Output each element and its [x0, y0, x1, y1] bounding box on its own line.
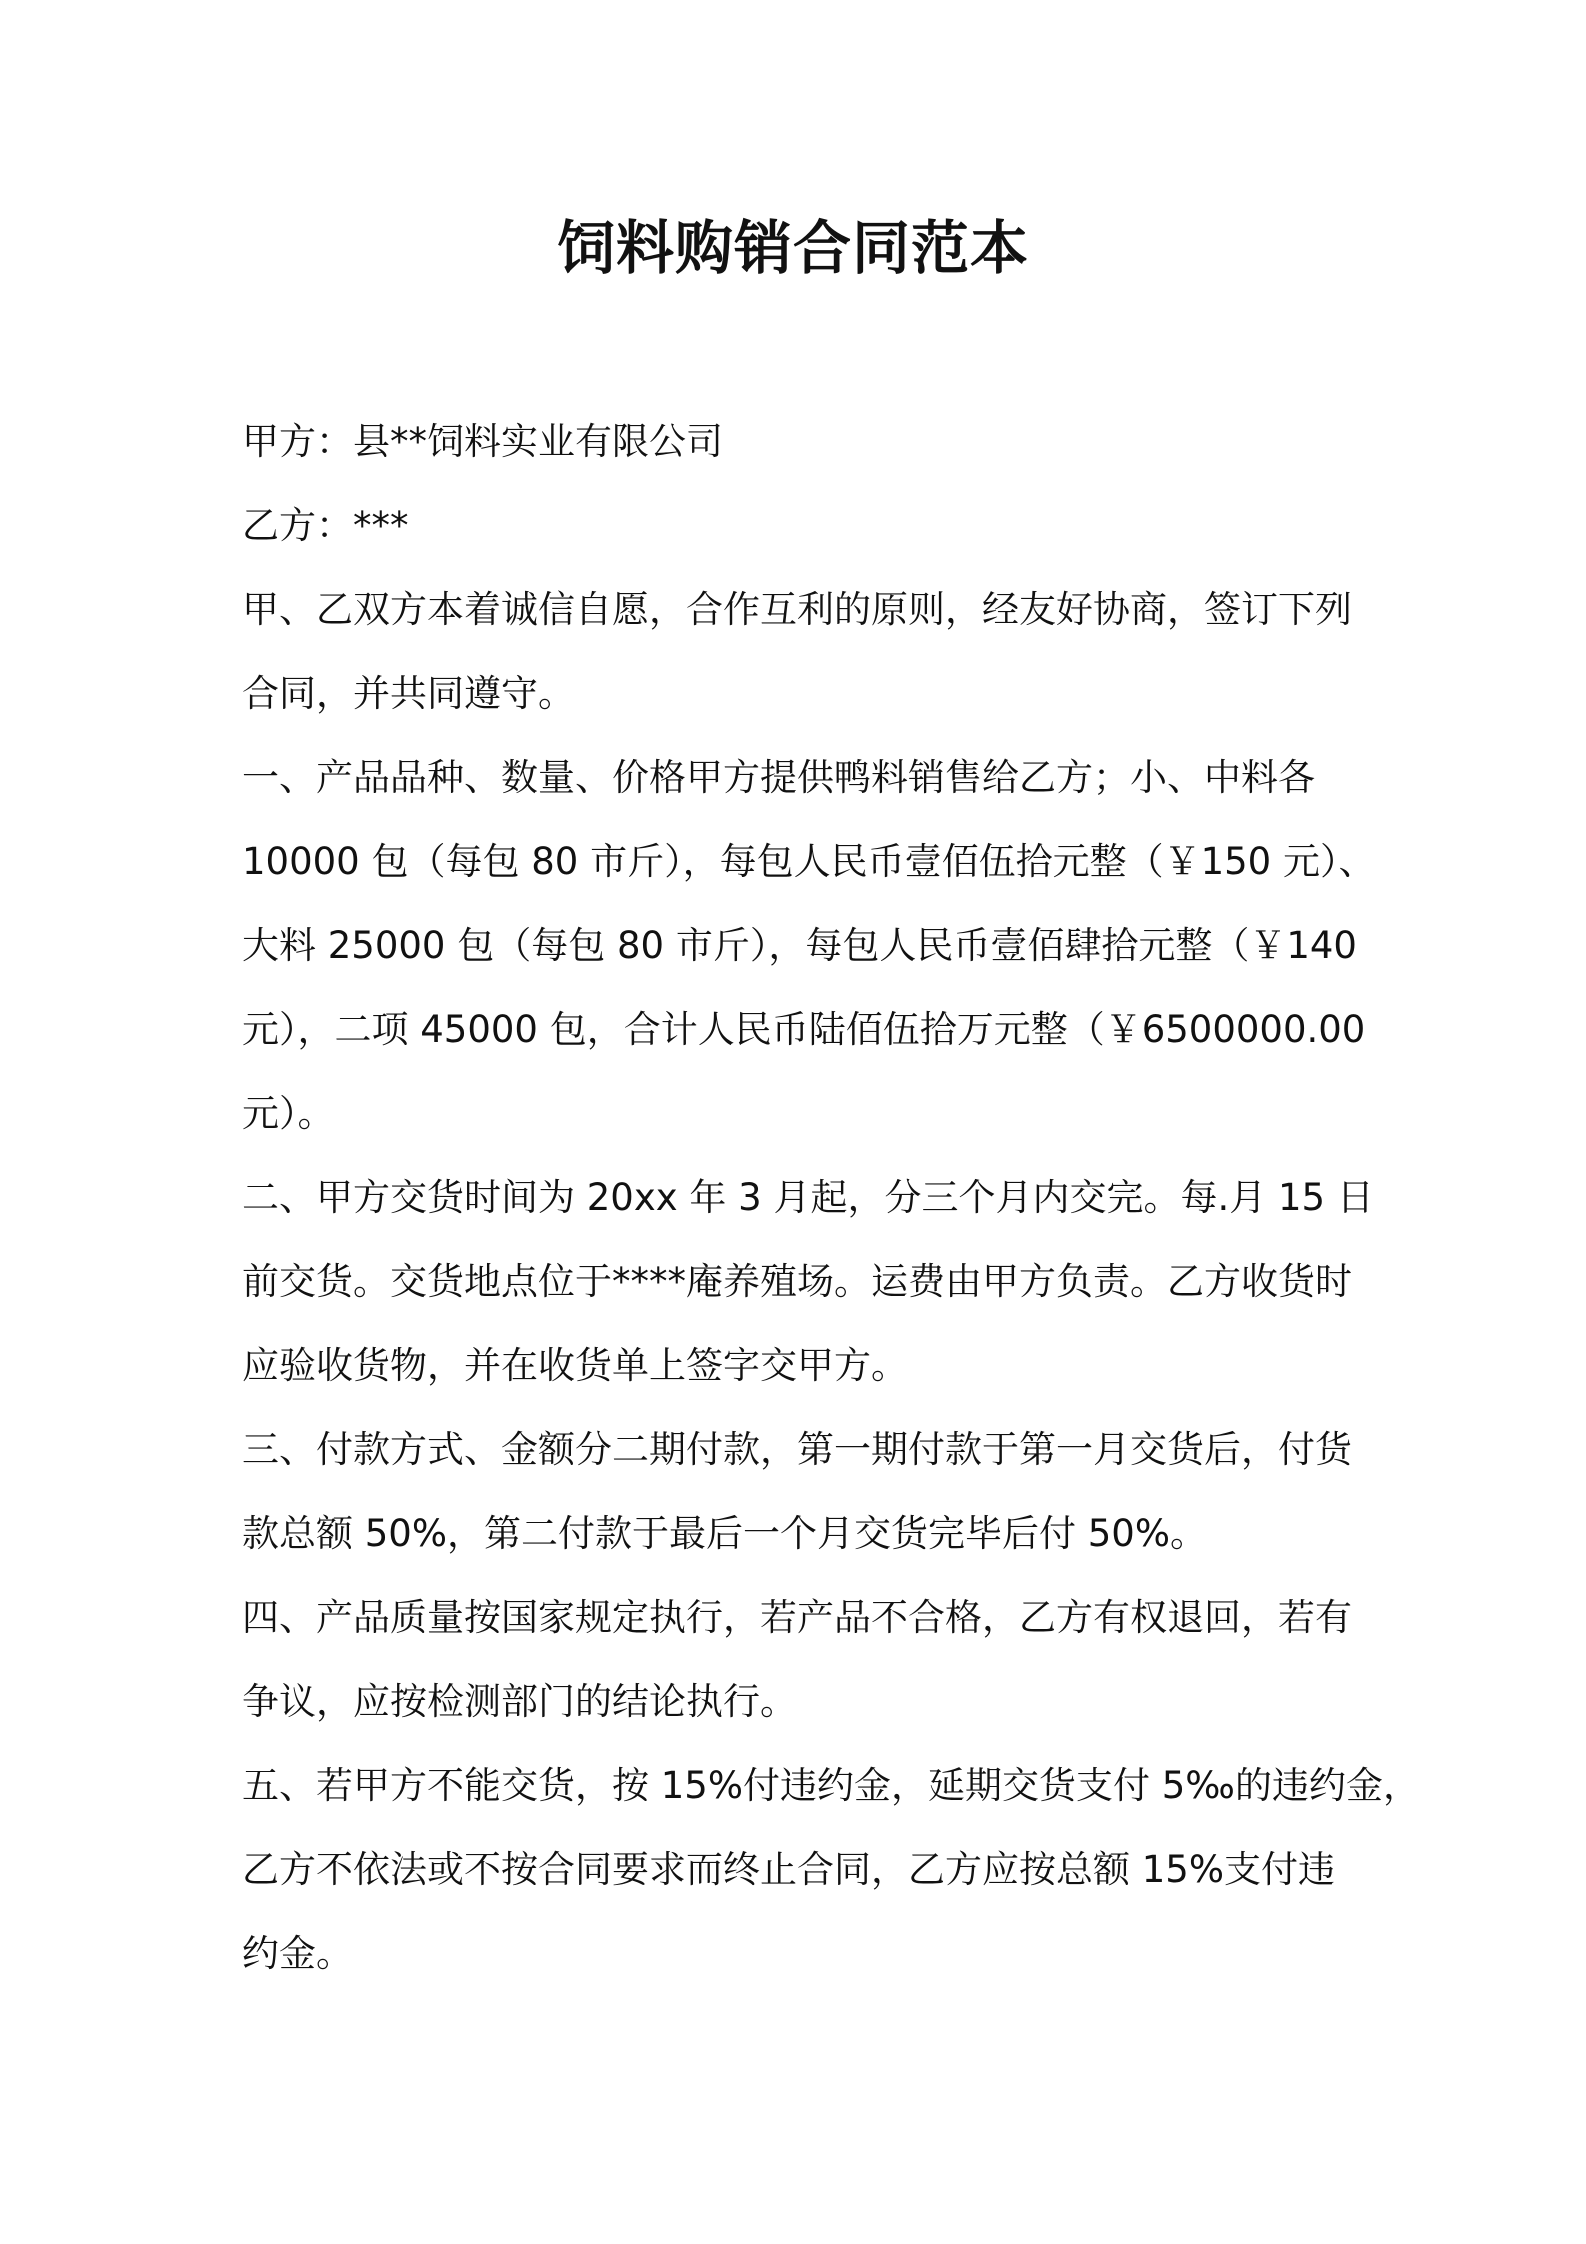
clause-4-line-1: 四、产品质量按国家规定执行，若产品不合格，乙方有权退回，若有: [242, 1596, 1352, 1639]
clause-2-line-3: 应验收货物，并在收货单上签字交甲方。: [242, 1344, 908, 1387]
clause-2-line-1: 二、甲方交货时间为 20xx 年 3 月起，分三个月内交完。每.月 15 日: [242, 1176, 1374, 1219]
clause-1-line-5: 元）。: [242, 1092, 335, 1135]
clause-1-line-2: 10000 包（每包 80 市斤），每包人民币壹佰伍拾元整（￥150 元）、: [242, 840, 1376, 883]
clause-1-line-3: 大料 25000 包（每包 80 市斤），每包人民币壹佰肆拾元整（￥140: [242, 924, 1357, 967]
clause-2-line-2: 前交货。交货地点位于****庵养殖场。运费由甲方负责。乙方收货时: [242, 1260, 1352, 1303]
clause-4-line-2: 争议，应按检测部门的结论执行。: [242, 1680, 797, 1723]
clause-5-line-2: 乙方不依法或不按合同要求而终止合同，乙方应按总额 15%支付违: [242, 1848, 1335, 1891]
clause-1-line-1: 一、产品品种、数量、价格甲方提供鸭料销售给乙方；小、中料各: [242, 756, 1315, 799]
clause-3-line-1: 三、付款方式、金额分二期付款，第一期付款于第一月交货后，付货: [242, 1428, 1352, 1471]
clause-3-line-2: 款总额 50%，第二付款于最后一个月交货完毕后付 50%。: [242, 1512, 1207, 1555]
party-a-line: 甲方：县**饲料实业有限公司: [242, 420, 723, 463]
contract-body: [242, 400, 1420, 1996]
clause-5-line-3: 约金。: [242, 1932, 353, 1975]
clause-5-line-1: 五、若甲方不能交货，按 15%付违约金，延期交货支付 5‰的违约金，: [242, 1764, 1420, 1807]
party-b-line: 乙方：***: [242, 504, 409, 547]
preamble-line-1: 甲、乙双方本着诚信自愿，合作互利的原则，经友好协商，签订下列: [242, 588, 1352, 631]
document-title: 饲料购销合同范本: [556, 214, 1029, 282]
clause-1-line-4: 元），二项 45000 包，合计人民币陆佰伍拾万元整（￥6500000.00: [242, 1008, 1366, 1051]
preamble-line-2: 合同，并共同遵守。: [242, 672, 575, 715]
